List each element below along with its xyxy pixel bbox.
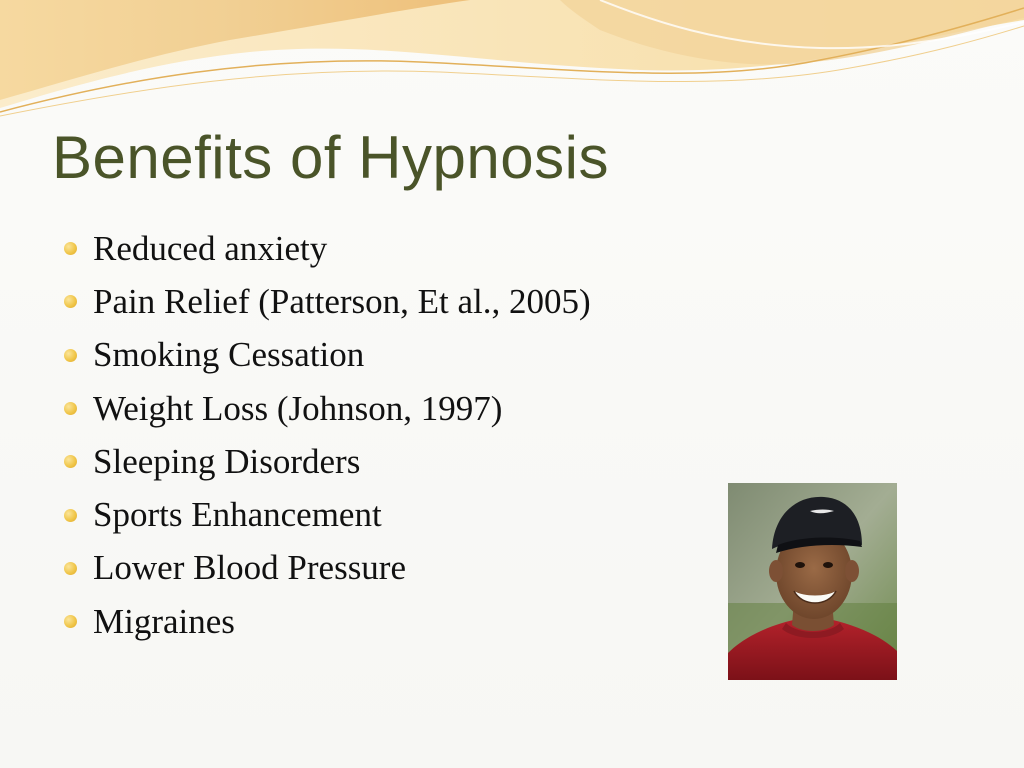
bullet-text: Reduced anxiety xyxy=(93,228,328,268)
bullet-dot-icon xyxy=(64,615,77,628)
bullet-item xyxy=(64,542,591,595)
bullet-item xyxy=(64,382,591,435)
bullet-list xyxy=(64,222,591,648)
bullet-dot-icon xyxy=(64,562,77,575)
bullet-dot-icon xyxy=(64,295,77,308)
bullet-dot-icon xyxy=(64,349,77,362)
bullet-item xyxy=(64,329,591,382)
bullet-item xyxy=(64,222,591,275)
bullet-dot-icon xyxy=(64,509,77,522)
bullet-dot-icon xyxy=(64,455,77,468)
bullet-text: Pain Relief (Patterson, Et al., 2005) xyxy=(93,281,591,321)
bullet-dot-icon xyxy=(64,242,77,255)
portrait-photo-icon xyxy=(728,483,897,680)
bullet-text: Lower Blood Pressure xyxy=(93,548,407,588)
bullet-text: Migraines xyxy=(93,601,235,641)
bullet-item xyxy=(64,595,591,648)
bullet-item xyxy=(64,275,591,328)
bullet-dot-icon xyxy=(64,402,77,415)
bullet-item xyxy=(64,488,591,541)
bullet-text: Weight Loss (Johnson, 1997) xyxy=(93,388,503,428)
slide-title: Benefits of Hypnosis xyxy=(52,124,609,191)
bullet-text: Sports Enhancement xyxy=(93,495,382,535)
bullet-item xyxy=(64,435,591,488)
portrait-photo xyxy=(728,483,897,680)
header-wave-decoration xyxy=(0,0,1024,130)
bullet-text: Smoking Cessation xyxy=(93,335,365,375)
bullet-text: Sleeping Disorders xyxy=(93,441,361,481)
